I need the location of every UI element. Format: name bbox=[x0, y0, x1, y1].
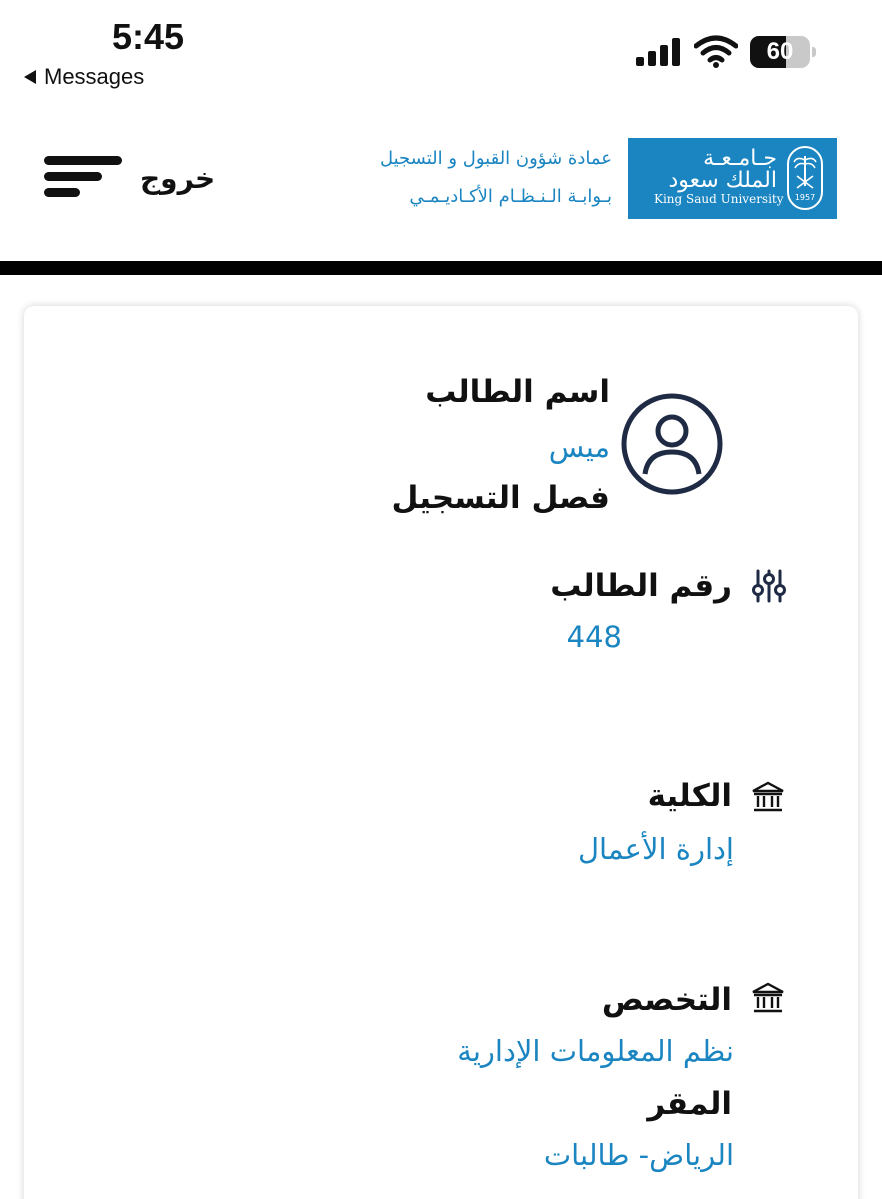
ksu-logo bbox=[628, 138, 837, 219]
menu-icon[interactable] bbox=[42, 154, 124, 200]
college-label: الكلية bbox=[647, 778, 732, 814]
back-to-messages-button[interactable] bbox=[24, 64, 144, 90]
logo-arabic-line2: الملك سعود bbox=[668, 168, 777, 193]
campus-label: المقر bbox=[647, 1086, 732, 1122]
student-name-label: اسم الطالب bbox=[425, 374, 610, 410]
header-divider bbox=[0, 261, 882, 275]
cellular-signal-icon bbox=[636, 38, 682, 66]
major-value: نظم المعلومات الإدارية bbox=[457, 1034, 734, 1068]
institution-icon bbox=[751, 981, 785, 1017]
status-bar bbox=[0, 0, 882, 100]
institution-icon bbox=[751, 780, 785, 816]
back-label: Messages bbox=[44, 64, 145, 89]
student-id-label: رقم الطالب bbox=[550, 568, 732, 604]
battery-body bbox=[750, 36, 810, 68]
wifi-icon bbox=[694, 34, 738, 68]
portal-header bbox=[0, 110, 882, 260]
battery-percent: 60 bbox=[766, 38, 794, 65]
logo-english-name: King Saud University bbox=[654, 192, 784, 206]
college-value: إدارة الأعمال bbox=[577, 832, 734, 866]
major-label: التخصص bbox=[601, 982, 732, 1018]
logo-year: 1957 bbox=[794, 193, 816, 202]
student-name-value: ميس bbox=[548, 430, 610, 464]
palm-seal-icon bbox=[787, 146, 823, 210]
battery-icon bbox=[750, 36, 816, 68]
registration-term-label: فصل التسجيل bbox=[391, 480, 610, 516]
back-arrow-icon bbox=[24, 70, 36, 84]
student-id-value: 448 bbox=[566, 620, 622, 654]
battery-cap bbox=[812, 47, 816, 57]
student-info-card bbox=[24, 306, 858, 1199]
logout-button[interactable]: خروج bbox=[140, 162, 216, 195]
logo-arabic-line1: جـامـعـة bbox=[703, 146, 777, 171]
campus-value: الرياض- طالبات bbox=[543, 1138, 734, 1172]
portal-title: بـوابـة الـنـظـام الأكـاديـمـي bbox=[409, 186, 612, 207]
status-time: 5:45 bbox=[112, 16, 185, 57]
deanship-title: عمادة شؤون القبول و التسجيل bbox=[379, 148, 612, 169]
user-avatar-icon bbox=[620, 392, 724, 496]
sliders-icon bbox=[752, 568, 786, 604]
